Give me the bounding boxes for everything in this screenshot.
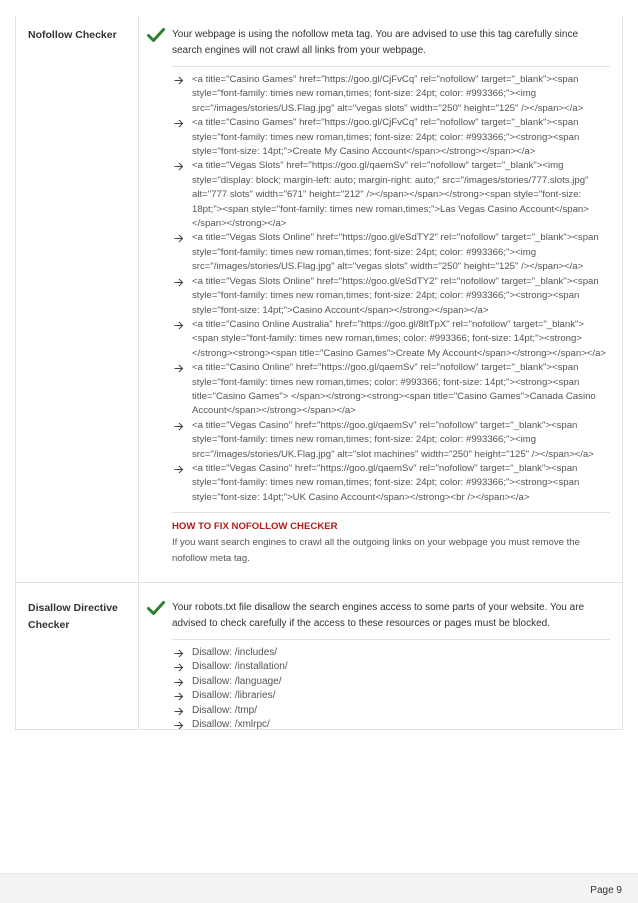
separator (172, 639, 610, 640)
section-label: Nofollow Checker (28, 29, 117, 41)
arrow-right-icon (174, 721, 184, 730)
disallow-directive-checker-section (16, 583, 622, 730)
list-item-text: <a title="Casino Online" href="https://goo.gl/qaemSv" rel="nofollow" target="_blank"><span style="font-family: times new roman,times; color: #993366; font-size: 14pt;"><strong><span title="Casino Games"> </span></strong><strong><span title="Casino Games">Canada Casino Account</span></strong></span></a> (192, 362, 596, 417)
arrow-right-icon (174, 692, 184, 701)
arrow-right-icon (174, 663, 184, 672)
list-item-text: Disallow: /installation/ (192, 661, 288, 673)
arrow-right-icon (174, 707, 184, 716)
list-item-text: <a title="Vegas Casino" href="https://goo.gl/qaemSv" rel="nofollow" target="_blank"><span style="font-family: times new roman,times; font-size: 24pt; color: #993366;"><img src="/images/stories/UK.Flag.jpg" alt="slot machines" width="250" height="125" /></span></a> (192, 419, 594, 460)
arrow-right-icon (174, 678, 184, 687)
list-item-text: <a title="Vegas Slots" href="https://goo.gl/qaemSv" rel="nofollow" target="_blank"><img style="display: block; margin-left: auto; margin-right: auto;" src="/images/stories/777.slots.jpg" alt="777 slots" width="671" height="212" /></span></span></strong><span style="font-size: 18pt;"><span style="font-family: times new roman,times;">Las Vegas Casino Account</span></span></strong></a> (192, 160, 589, 230)
list-item-text: Disallow: /xmlrpc/ (192, 719, 270, 731)
nofollow-link-list (172, 73, 610, 505)
section-description: Your webpage is using the nofollow meta tag. You are advised to use this tag carefully since search engines will not crawl all links from your webpage. (172, 29, 579, 56)
arrow-right-icon (174, 364, 184, 373)
list-item-text: Disallow: /tmp/ (192, 704, 258, 716)
section-content (172, 600, 610, 732)
list-item (172, 73, 610, 116)
page-number: Page 9 (590, 885, 622, 896)
disallow-list (172, 646, 610, 732)
separator (172, 66, 610, 67)
list-item-text: Disallow: /libraries/ (192, 690, 276, 702)
list-item (172, 646, 610, 660)
section-label: Disallow Directive Checker (28, 602, 118, 631)
arrow-right-icon (174, 649, 184, 658)
arrow-right-icon (174, 278, 184, 287)
report-table (15, 16, 623, 730)
section-content (172, 27, 610, 567)
list-item-text: <a title="Casino Games" href="https://goo.gl/CjFvCq" rel="nofollow" target="_blank"><span style="font-family: times new roman,times; font-size: 24pt; color: #993366;"><strong><span style="font-size: 14pt;">Create My Casino Account</span></strong></span></a> (192, 117, 580, 158)
section-description: Your robots.txt file disallow the search engines access to some parts of your website. You are advised to check carefully if the access to these resources or pages must be blocked. (172, 602, 585, 629)
list-item-text: <a title="Vegas Casino" href="https://goo.gl/qaemSv" rel="nofollow" target="_blank"><span style="font-family: times new roman,times; font-size: 24pt; color: #993366;"><strong><span style="font-size: 14pt;">UK Casino Account</span></strong><br /></span></a> (192, 462, 580, 503)
list-item (172, 419, 610, 462)
list-item (172, 462, 610, 505)
arrow-right-icon (174, 162, 184, 171)
list-item (172, 318, 610, 361)
page-footer (0, 873, 638, 903)
nofollow-checker-section (16, 16, 622, 583)
list-item (172, 689, 610, 703)
list-item (172, 660, 610, 674)
list-item-text: Disallow: /language/ (192, 675, 282, 687)
check-icon (147, 600, 165, 616)
check-icon (147, 27, 165, 43)
list-item (172, 361, 610, 419)
list-item (172, 275, 610, 318)
list-item-text: Disallow: /includes/ (192, 647, 278, 658)
list-item (172, 159, 610, 231)
list-item (172, 704, 610, 718)
list-item-text: <a title="Casino Online Australia" href="https://goo.gl/8ltTpX" rel="nofollow" target="_blank"><span style="font-family: times new roman,times; color: #993366; font-size: 14pt;"><strong></strong><strong><span title="Casino Games">Create My Account</span></strong></span></a> (192, 318, 607, 359)
column-divider (138, 16, 139, 582)
arrow-right-icon (174, 321, 184, 330)
list-item-text: <a title="Casino Games" href="https://goo.gl/CjFvCq" rel="nofollow" target="_blank"><span style="font-family: times new roman,times; font-size: 24pt; color: #993366;"><img src="/images/stories/US.Flag.jpg" alt="vegas slots" width="250" height="125" /></span></a> (192, 74, 584, 114)
fix-title: HOW TO FIX NOFOLLOW CHECKER (172, 521, 338, 533)
fix-text: If you want search engines to crawl all the outgoing links on your webpage you must remove the nofollow meta tag. (172, 537, 580, 565)
list-item (172, 675, 610, 689)
list-item (172, 231, 610, 274)
arrow-right-icon (174, 234, 184, 243)
list-item-text: <a title="Vegas Slots Online" href="https://goo.gl/eSdTY2" rel="nofollow" target="_blank"><span style="font-family: times new roman,times; font-size: 24pt; color: #993366;"><img src="/images/stories/US.Flag.jpg" alt="vegas slots" width="250" height="125" /></span></a> (192, 232, 599, 273)
column-divider (138, 583, 139, 730)
list-item-text: <a title="Vegas Slots Online" href="https://goo.gl/eSdTY2" rel="nofollow" target="_blank"><span style="font-family: times new roman,times; font-size: 24pt; color: #993366;"><strong><span style="font-size: 14pt;">Casino Account</span></strong></span></a> (192, 275, 599, 316)
list-item (172, 116, 610, 159)
arrow-right-icon (174, 119, 184, 128)
separator (172, 512, 610, 513)
arrow-right-icon (174, 76, 184, 85)
arrow-right-icon (174, 422, 184, 431)
list-item (172, 718, 610, 732)
arrow-right-icon (174, 465, 184, 474)
